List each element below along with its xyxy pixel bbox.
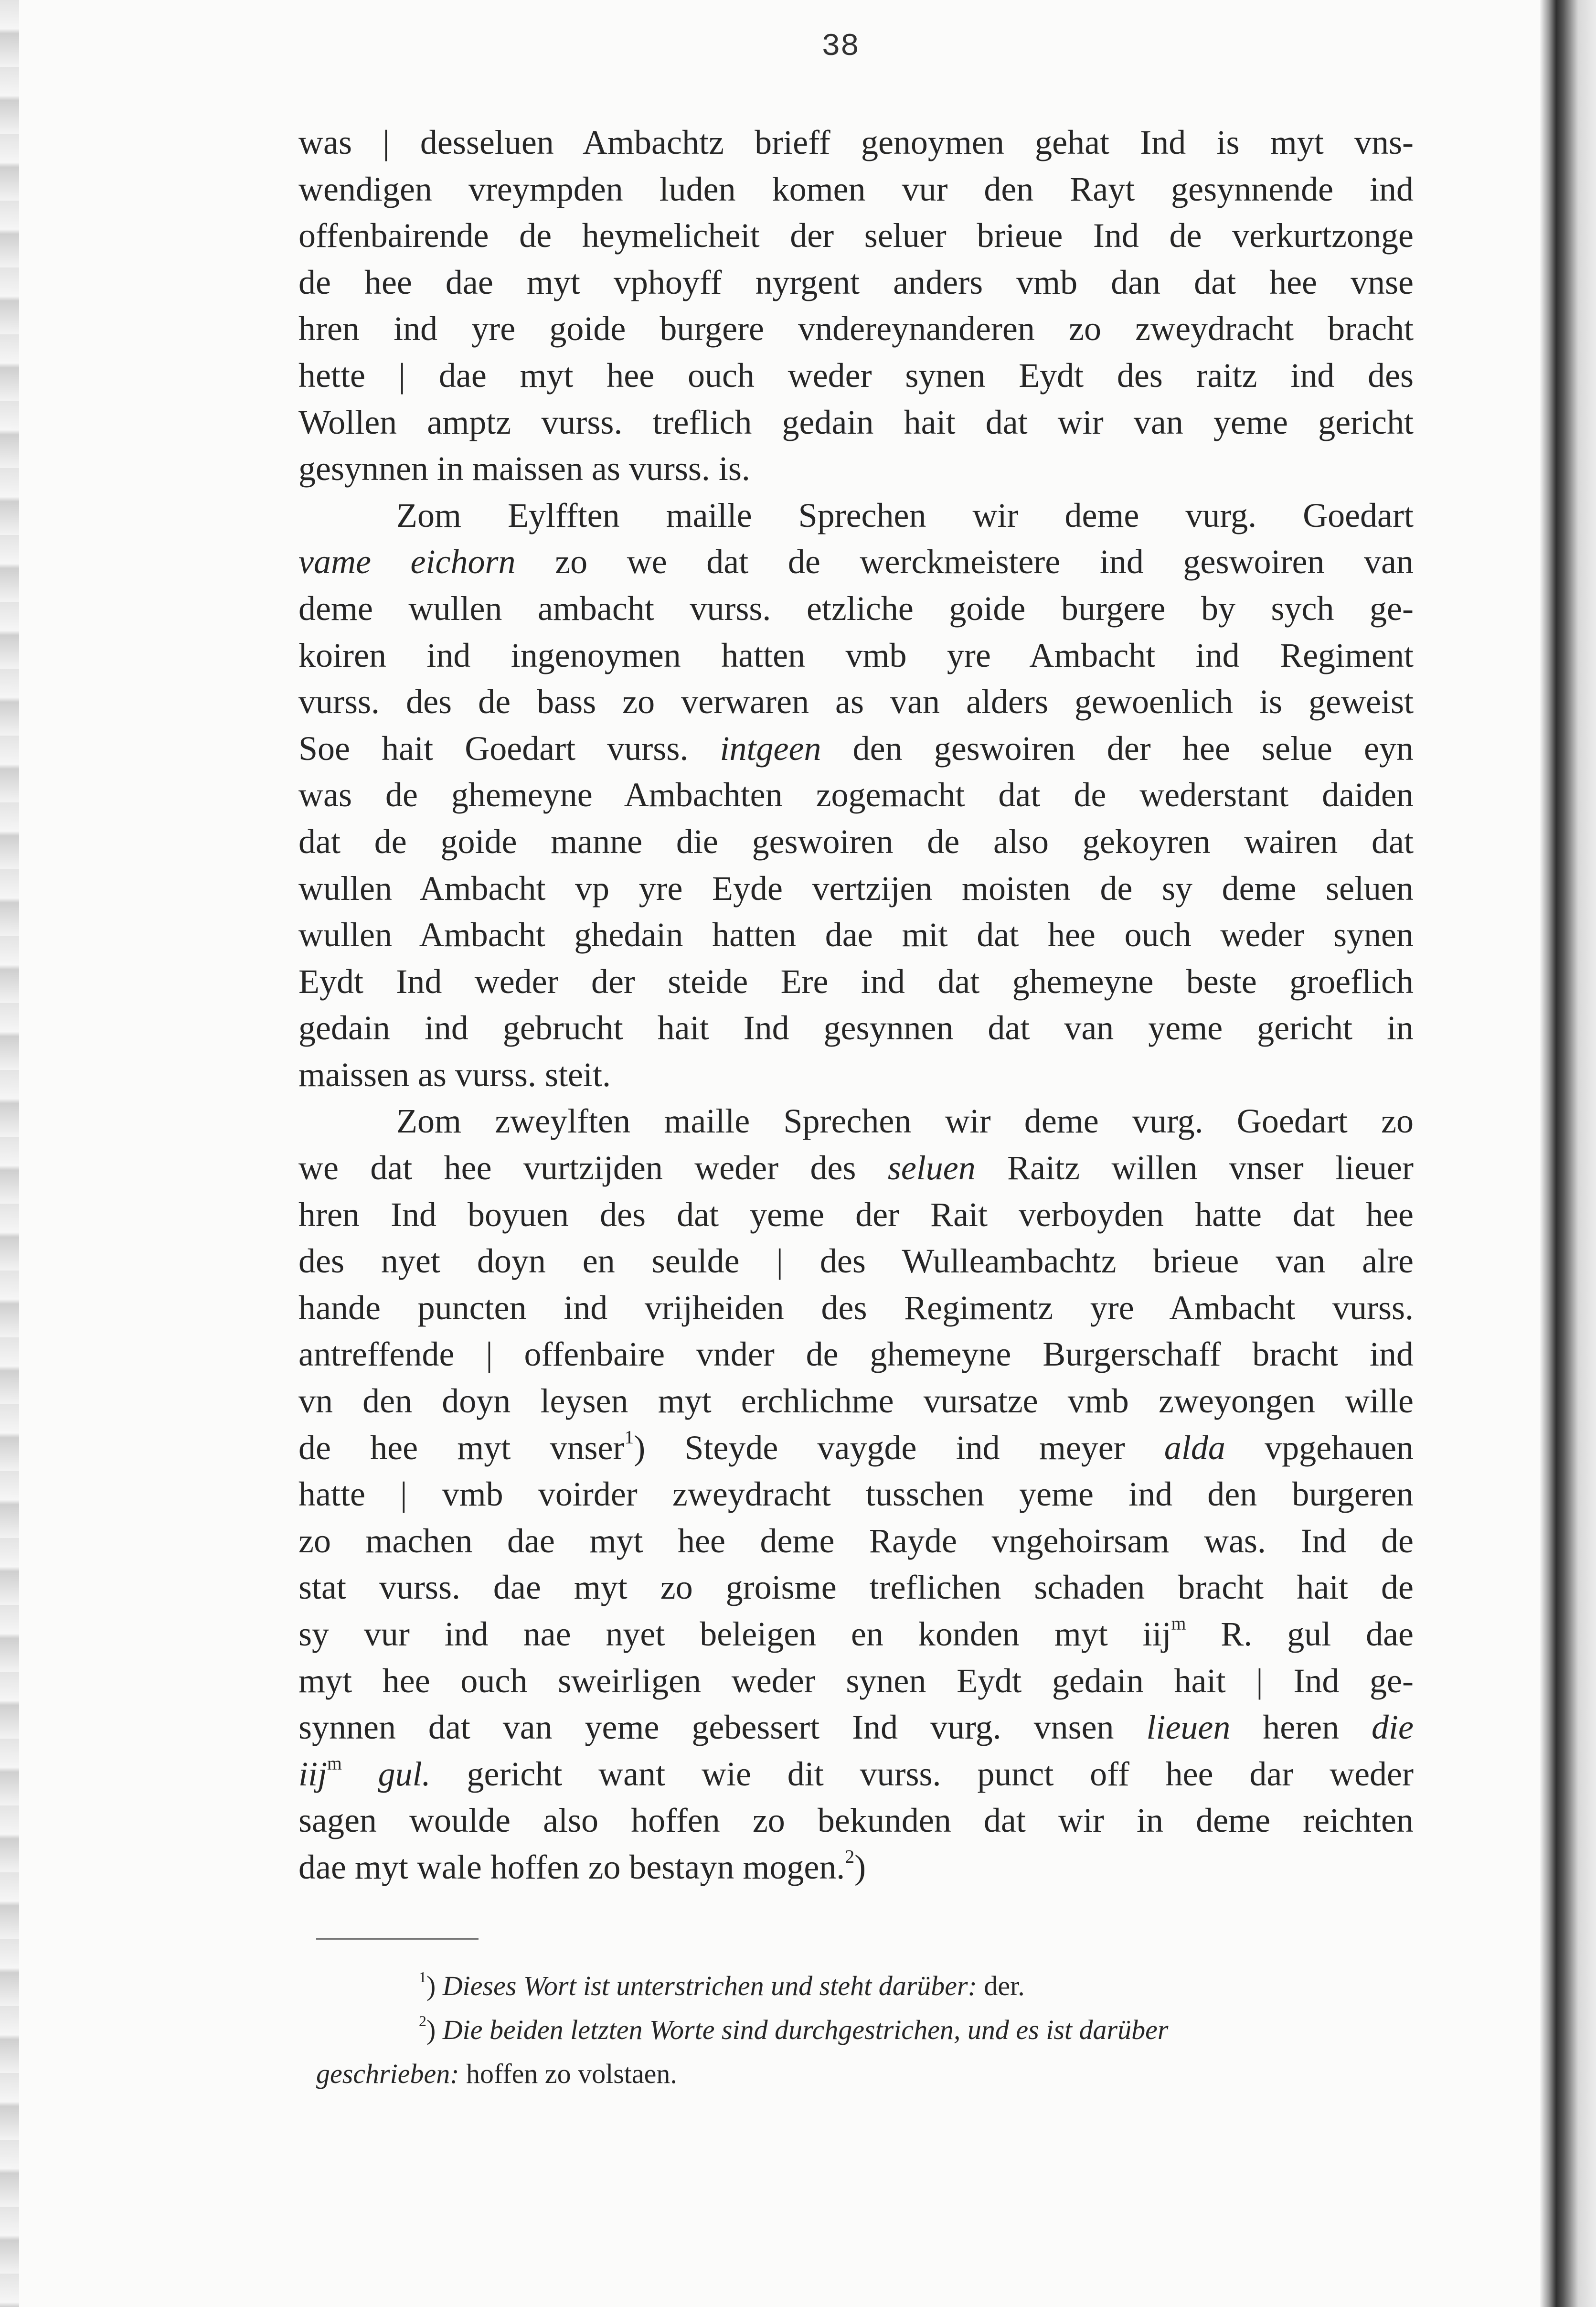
scan-edge-right bbox=[1540, 0, 1596, 2307]
text-line bbox=[298, 1611, 1414, 1658]
text-segment: sagen woulde also hoffen zo bekunden dat wir in deme reichten bbox=[298, 1801, 1414, 1840]
text-line bbox=[298, 1844, 1414, 1891]
text-segment: Soe hait Goedart vurss. bbox=[298, 729, 720, 768]
text-segment: dat de goide manne die geswoiren de also gekoyren wairen dat bbox=[298, 822, 1414, 861]
text-segment: gericht want wie dit vurss. punct off hee dar weder bbox=[430, 1754, 1414, 1793]
footnote-line bbox=[316, 2052, 1415, 2096]
text-segment: ) Steyde vaygde ind meyer bbox=[634, 1428, 1164, 1467]
footnote-marker: m bbox=[1171, 1613, 1186, 1634]
text-line bbox=[298, 1192, 1414, 1239]
text-segment: wullen Ambacht vp yre Eyde vertzijen moisten de sy deme seluen bbox=[298, 869, 1414, 908]
text-segment: hren ind yre goide burgere vndereynanderen zo zweydracht bracht bbox=[298, 310, 1414, 348]
text-segment: dae myt wale hoffen zo bestayn mogen. bbox=[298, 1848, 845, 1886]
text-segment: zo machen dae myt hee deme Rayde vngehoirsam was. Ind de bbox=[298, 1521, 1414, 1560]
text-segment: hren Ind boyuen des dat yeme der Rait verboyden hatte dat hee bbox=[298, 1195, 1414, 1234]
footnotes bbox=[316, 1964, 1415, 2096]
text-segment: Zom Eylfften maille Sprechen wir deme vurg. Goedart bbox=[396, 496, 1414, 534]
text-line bbox=[298, 492, 1414, 539]
footnote-marker: m bbox=[327, 1752, 342, 1774]
text-segment: hette | dae myt hee ouch weder synen Eydt des raitz ind des bbox=[298, 356, 1414, 395]
footnote-line bbox=[316, 1964, 1415, 2008]
italic-text: seluen bbox=[887, 1149, 976, 1187]
text-segment: synnen dat van yeme gebessert Ind vurg. vnsen bbox=[298, 1708, 1147, 1747]
text-segment: R. gul dae bbox=[1186, 1615, 1414, 1653]
text-segment: gesynnen in maissen as vurss. is. bbox=[298, 449, 750, 488]
text-line bbox=[298, 1751, 1414, 1798]
text-line bbox=[298, 1098, 1414, 1145]
text-segment: den geswoiren der hee selue eyn bbox=[821, 729, 1414, 768]
text-segment: hoffen zo volstaen. bbox=[459, 2058, 677, 2089]
italic-text: vame eichorn bbox=[298, 543, 516, 581]
text-line bbox=[298, 1378, 1414, 1425]
text-segment: ) bbox=[854, 1848, 866, 1886]
text-segment: hatte | vmb voirder zweydracht tusschen yeme ind den burgeren bbox=[298, 1475, 1414, 1514]
text-line bbox=[298, 1797, 1414, 1844]
text-line bbox=[298, 912, 1414, 959]
text-segment: was | desseluen Ambachtz brieff genoymen gehat Ind is myt vns- bbox=[298, 123, 1414, 161]
text-line bbox=[298, 679, 1414, 726]
text-segment: der. bbox=[977, 1970, 1025, 2001]
text-line bbox=[298, 586, 1414, 632]
text-segment: maissen as vurss. steit. bbox=[298, 1055, 611, 1094]
text-line bbox=[298, 819, 1414, 865]
footnote-marker: 1 bbox=[624, 1426, 634, 1447]
footnote-separator bbox=[316, 1938, 479, 1940]
text-segment: wendigen vreympden luden komen vur den Rayt gesynnende ind bbox=[298, 170, 1414, 208]
text-segment: hande puncten ind vrijheiden des Regimentz yre Ambacht vurss. bbox=[298, 1288, 1414, 1327]
text-line bbox=[298, 352, 1414, 399]
text-line bbox=[298, 1471, 1414, 1518]
text-line bbox=[298, 539, 1414, 586]
text-line bbox=[298, 1005, 1414, 1052]
italic-text: iij bbox=[298, 1754, 328, 1793]
text-line bbox=[298, 119, 1414, 166]
text-line bbox=[298, 259, 1414, 306]
text-segment: de hee myt vnser bbox=[298, 1428, 625, 1467]
text-segment: myt hee ouch sweirligen weder synen Eydt gedain hait | Ind ge- bbox=[298, 1661, 1414, 1700]
italic-text: gul. bbox=[341, 1754, 431, 1793]
text-line bbox=[298, 213, 1414, 259]
text-line bbox=[298, 446, 1414, 492]
text-segment: des nyet doyn en seulde | des Wulleambachtz brieue van alre bbox=[298, 1242, 1414, 1281]
text-line bbox=[298, 1285, 1414, 1332]
text-segment: gedain ind gebrucht hait Ind gesynnen dat van yeme gericht in bbox=[298, 1009, 1414, 1047]
text-line bbox=[298, 306, 1414, 352]
text-line bbox=[298, 726, 1414, 772]
text-segment: de hee dae myt vphoyff nyrgent anders vmb dan dat hee vnse bbox=[298, 263, 1414, 301]
text-line bbox=[298, 772, 1414, 819]
text-line bbox=[298, 865, 1414, 912]
italic-text: die bbox=[1372, 1708, 1414, 1747]
text-line bbox=[298, 1331, 1414, 1378]
footnote-marker: 2 bbox=[419, 2012, 426, 2029]
text-segment: Zom zweylften maille Sprechen wir deme vurg. Goedart zo bbox=[396, 1102, 1414, 1141]
footnote-marker: 1 bbox=[419, 1968, 426, 1986]
text-segment: vn den doyn leysen myt erchlichme vursatze vmb zweyongen wille bbox=[298, 1382, 1414, 1421]
text-segment: wullen Ambacht ghedain hatten dae mit dat hee ouch weder synen bbox=[298, 916, 1414, 954]
text-line bbox=[298, 1145, 1414, 1192]
text-line bbox=[298, 1425, 1414, 1472]
text-segment: heren bbox=[1230, 1708, 1372, 1747]
text-segment: deme wullen ambacht vurss. etzliche goide burgere by sych ge- bbox=[298, 589, 1414, 628]
footnote-marker: 2 bbox=[845, 1846, 855, 1867]
italic-text: Die beiden letzten Worte sind durchgestrichen, und es ist darüber bbox=[442, 2014, 1169, 2045]
text-line bbox=[298, 1518, 1414, 1565]
text-line bbox=[298, 959, 1414, 1005]
text-line bbox=[298, 1658, 1414, 1705]
text-segment: zo we dat de werckmeistere ind geswoiren van bbox=[515, 543, 1414, 581]
italic-text: alda bbox=[1164, 1428, 1225, 1467]
scan-edge-left bbox=[0, 0, 19, 2307]
text-segment: Eydt Ind weder der steide Ere ind dat ghemeyne beste groeflich bbox=[298, 962, 1414, 1001]
footnote-line bbox=[316, 2008, 1415, 2052]
page-number: 38 bbox=[821, 29, 860, 64]
text-segment: vurss. des de bass zo verwaren as van alders gewoenlich is geweist bbox=[298, 683, 1414, 721]
text-segment: was de ghemeyne Ambachten zogemacht dat de wederstant daiden bbox=[298, 776, 1414, 814]
text-segment: stat vurss. dae myt zo groisme treflichen schaden bracht hait de bbox=[298, 1568, 1414, 1607]
italic-text: lieuen bbox=[1146, 1708, 1231, 1747]
body-text bbox=[298, 119, 1414, 1891]
text-segment: koiren ind ingenoymen hatten vmb yre Ambacht ind Regiment bbox=[298, 636, 1414, 674]
text-segment: antreffende | offenbaire vnder de ghemeyne Burgerschaff bracht ind bbox=[298, 1335, 1414, 1374]
text-line bbox=[298, 166, 1414, 213]
text-line bbox=[298, 399, 1414, 446]
text-segment: vpgehauen bbox=[1225, 1428, 1414, 1467]
text-segment: Raitz willen vnser lieuer bbox=[975, 1149, 1414, 1187]
italic-text: Dieses Wort ist unterstrichen und steht darüber: bbox=[442, 1970, 977, 2001]
text-line bbox=[298, 1704, 1414, 1751]
text-segment: offenbairende de heymelicheit der seluer brieue Ind de verkurtzonge bbox=[298, 216, 1414, 255]
text-line bbox=[298, 1564, 1414, 1611]
text-segment: we dat hee vurtzijden weder des bbox=[298, 1149, 888, 1187]
text-segment: ) bbox=[426, 2014, 443, 2045]
text-line bbox=[298, 632, 1414, 679]
italic-text: geschrieben: bbox=[316, 2058, 459, 2089]
text-line bbox=[298, 1238, 1414, 1285]
text-line bbox=[298, 1052, 1414, 1099]
text-segment: Wollen amptz vurss. treflich gedain hait dat wir van yeme gericht bbox=[298, 403, 1414, 441]
italic-text: intgeen bbox=[720, 729, 821, 768]
text-segment: ) bbox=[426, 1970, 443, 2001]
text-segment: sy vur ind nae nyet beleigen en konden myt iij bbox=[298, 1615, 1171, 1653]
